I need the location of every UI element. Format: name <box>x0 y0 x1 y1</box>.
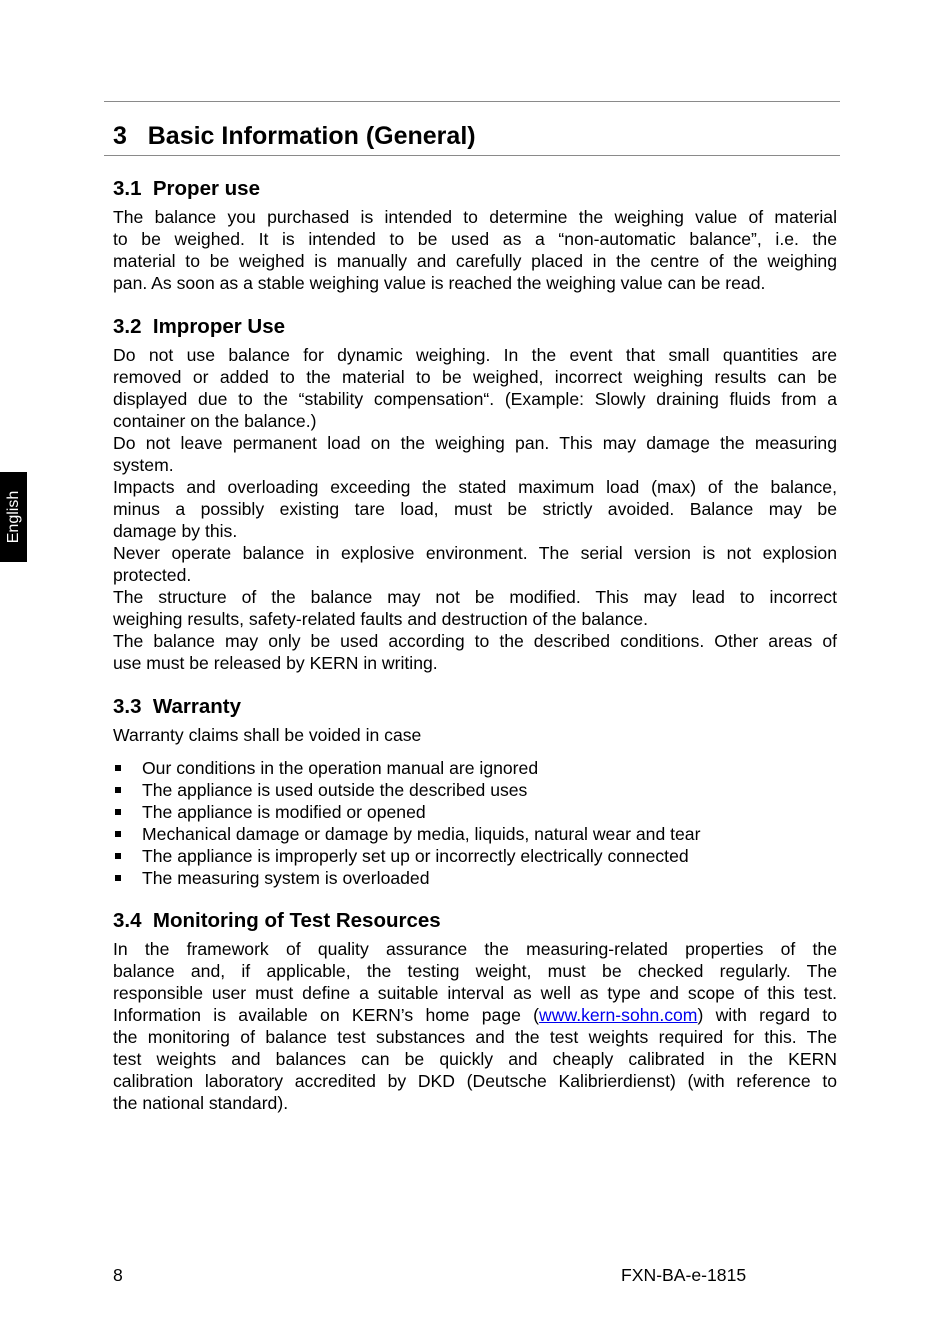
text-fragment: ) with regard to <box>697 1005 837 1025</box>
text-line: The structure of the balance may not be modified. This may lead to incorrect <box>113 587 837 607</box>
text-line: material to be weighed is manually and carefully placed in the centre of the weighing <box>113 251 837 271</box>
text-line: Impacts and overloading exceeding the stated maximum load (max) of the balance, <box>113 477 837 497</box>
section-heading-improper-use: 3.2 Improper Use <box>113 315 286 338</box>
section-heading-monitoring: 3.4 Monitoring of Test Resources <box>113 909 441 932</box>
bullet-item <box>113 823 837 845</box>
text-line: the national standard). <box>113 1093 289 1113</box>
text-line: damage by this. <box>113 521 238 541</box>
text-line: container on the balance.) <box>113 411 317 431</box>
bullet-text: The measuring system is overloaded <box>142 868 430 888</box>
text-line: Do not leave permanent load on the weighing pan. This may damage the measuring <box>113 433 837 453</box>
square-bullet-icon <box>115 831 121 837</box>
square-bullet-icon <box>115 875 121 881</box>
text-line: to be weighed. It is intended to be used as a “non-automatic balance”, i.e. the <box>113 229 837 249</box>
text-line: the monitoring of balance test substances and the test weights required for this. The <box>113 1027 837 1047</box>
warranty-bullet-list <box>113 757 837 889</box>
text-fragment: Information is available on KERN’s home page ( <box>113 1005 540 1025</box>
section-body <box>113 938 837 1114</box>
bullet-text: The appliance is improperly set up or incorrectly electrically connected <box>142 846 689 866</box>
bullet-item <box>113 779 837 801</box>
document-id: FXN-BA-e-1815 <box>621 1265 747 1285</box>
section-heading-warranty: 3.3 Warranty <box>113 695 241 718</box>
text-line: use must be released by KERN in writing. <box>113 653 438 673</box>
text-line: minus a possibly existing tare load, must be strictly avoided. Balance may be <box>113 499 837 519</box>
page-number: 8 <box>113 1265 123 1285</box>
text-line: protected. <box>113 565 192 585</box>
bullet-text: Our conditions in the operation manual are ignored <box>142 758 539 778</box>
text-line: Warranty claims shall be voided in case <box>113 725 422 745</box>
bullet-item <box>113 757 837 779</box>
top-rule <box>104 101 840 102</box>
square-bullet-icon <box>115 787 121 793</box>
bullet-text: Mechanical damage or damage by media, liquids, natural wear and tear <box>142 824 701 844</box>
text-line: removed or added to the material to be weighed, incorrect weighing results can be <box>113 367 837 387</box>
text-line: weighing results, safety-related faults and destruction of the balance. <box>113 609 648 629</box>
text-line <box>113 1004 837 1026</box>
section-body <box>113 344 837 674</box>
bullet-text: The appliance is used outside the described uses <box>142 780 528 800</box>
text-line: balance and, if applicable, the testing weight, must be checked regularly. The <box>113 961 837 981</box>
bullet-item <box>113 801 837 823</box>
section-heading-proper-use: 3.1 Proper use <box>113 177 260 200</box>
square-bullet-icon <box>115 765 121 771</box>
bullet-item <box>113 867 837 889</box>
kern-website-link[interactable]: www.kern-sohn.com <box>539 1005 698 1025</box>
text-line: calibration laboratory accredited by DKD (Deutsche Kalibrierdienst) (with reference to <box>113 1071 837 1091</box>
text-line: Do not use balance for dynamic weighing. In the event that small quantities are <box>113 345 837 365</box>
section-body <box>113 724 837 746</box>
text-line: displayed due to the “stability compensation“. (Example: Slowly draining fluids from a <box>113 389 837 409</box>
language-tab <box>0 472 27 562</box>
text-line: In the framework of quality assurance the measuring-related properties of the <box>113 939 837 959</box>
text-line: responsible user must define a suitable interval as well as type and scope of this test. <box>113 983 837 1003</box>
text-line: test weights and balances can be quickly and cheaply calibrated in the KERN <box>113 1049 837 1069</box>
language-tab-label: English <box>4 490 22 544</box>
chapter-rule <box>104 155 840 156</box>
text-line: The balance may only be used according to the described conditions. Other areas of <box>113 631 837 651</box>
text-line: system. <box>113 455 174 475</box>
text-line: Never operate balance in explosive environment. The serial version is not explosion <box>113 543 837 563</box>
square-bullet-icon <box>115 853 121 859</box>
chapter-title: 3 Basic Information (General) <box>113 122 476 150</box>
bullet-text: The appliance is modified or opened <box>142 802 426 822</box>
text-line: The balance you purchased is intended to determine the weighing value of material <box>113 207 837 227</box>
text-line: pan. As soon as a stable weighing value is reached the weighing value can be read. <box>113 273 766 293</box>
section-body <box>113 206 837 294</box>
square-bullet-icon <box>115 809 121 815</box>
bullet-item <box>113 845 837 867</box>
